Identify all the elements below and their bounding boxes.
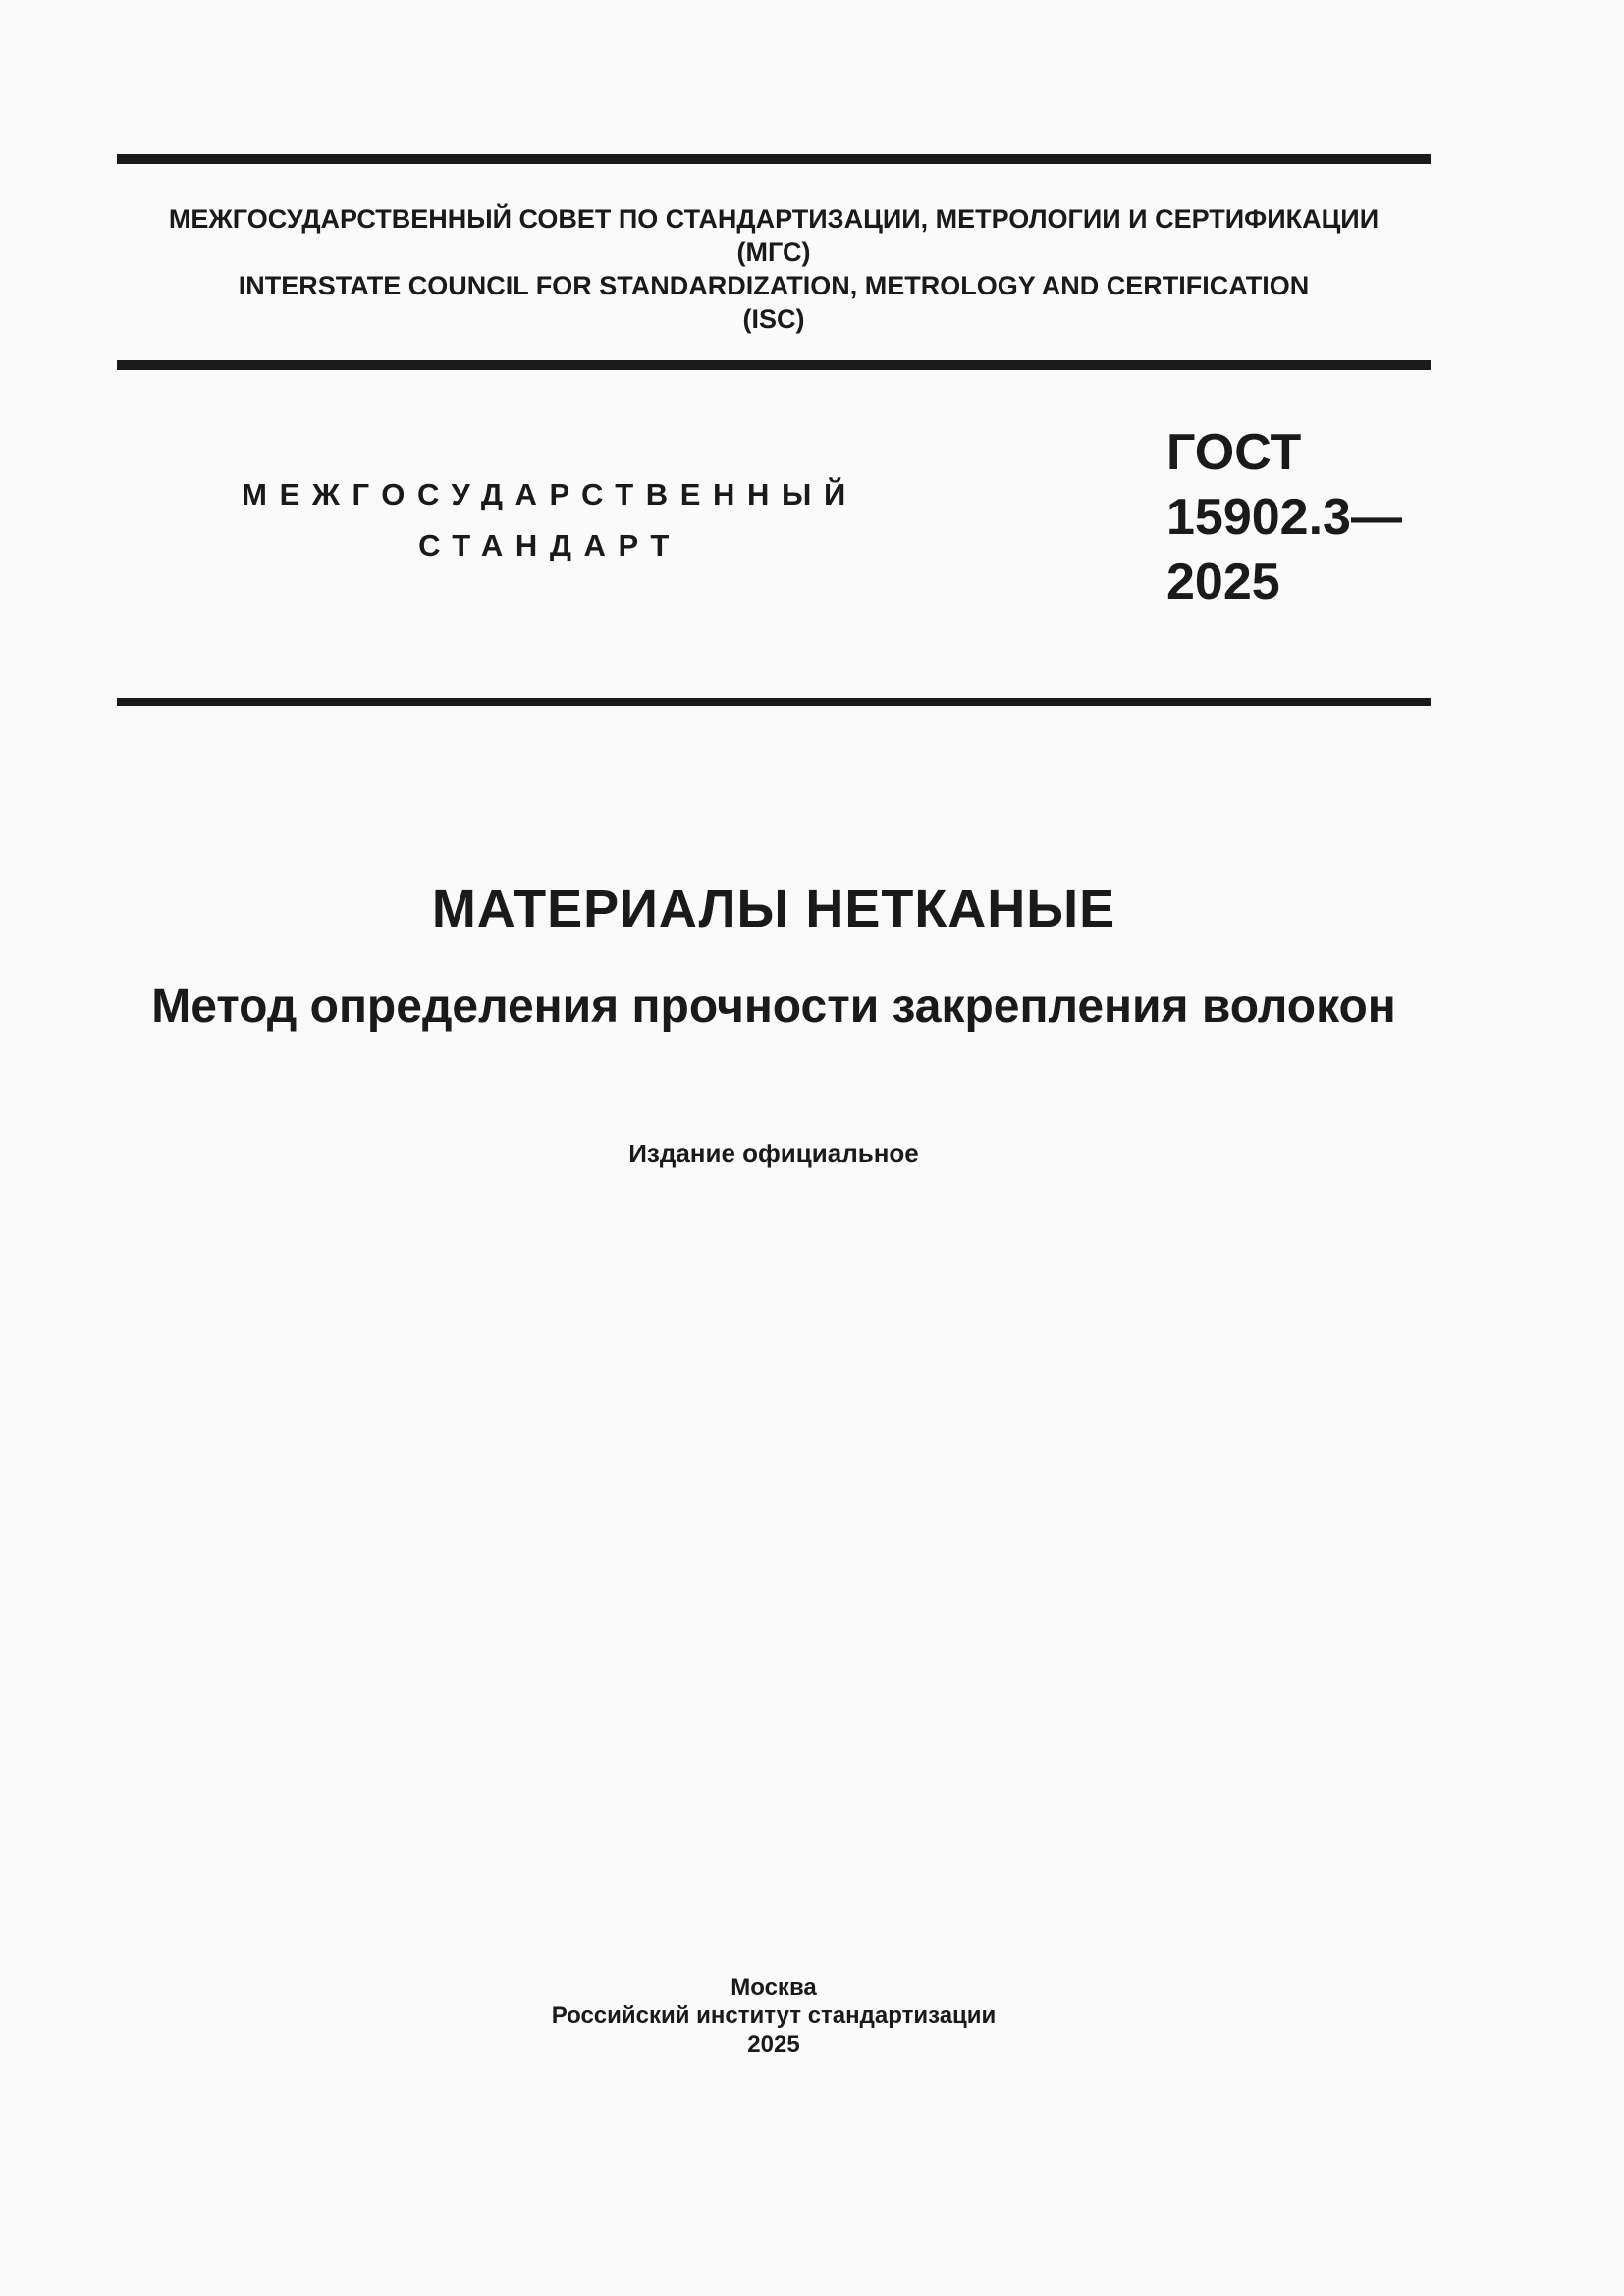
standard-designation [1166, 420, 1402, 614]
imprint-publisher: Российский институт стандартизации [551, 2002, 997, 2029]
council-name-en: INTERSTATE COUNCIL FOR STANDARDIZATION, METROLOGY AND CERTIFICATION [238, 271, 1310, 300]
council-name-ru: МЕЖГОСУДАРСТВЕННЫЙ СОВЕТ ПО СТАНДАРТИЗАЦИИ, МЕТРОЛОГИИ И СЕРТИФИКАЦИИ [168, 204, 1380, 234]
edition-note: Издание официальное [628, 1139, 919, 1168]
council-header [117, 202, 1431, 336]
document-title: МАТЕРИАЛЫ НЕТКАНЫЕ [431, 880, 1116, 938]
standard-type-line1: МЕЖГОСУДАРСТВЕННЫЙ [242, 477, 858, 511]
designation-year: 2025 [1166, 554, 1280, 611]
standard-type-line2: СТАНДАРТ [418, 528, 681, 562]
imprint [117, 1973, 1431, 2058]
council-abbr-ru: (МГС) [736, 238, 811, 267]
designation-bottom-rule [117, 698, 1431, 706]
council-abbr-en: (ISC) [742, 304, 805, 334]
imprint-city: Москва [731, 1974, 817, 2001]
header-bottom-rule [117, 360, 1431, 370]
designation-number: 15902.3— [1166, 489, 1402, 546]
document-subtitle: Метод определения прочности закрепления волокон [151, 981, 1396, 1033]
imprint-year: 2025 [747, 2031, 800, 2057]
designation-prefix: ГОСТ [1166, 424, 1302, 481]
standard-type [216, 469, 884, 571]
top-rule [117, 154, 1431, 164]
